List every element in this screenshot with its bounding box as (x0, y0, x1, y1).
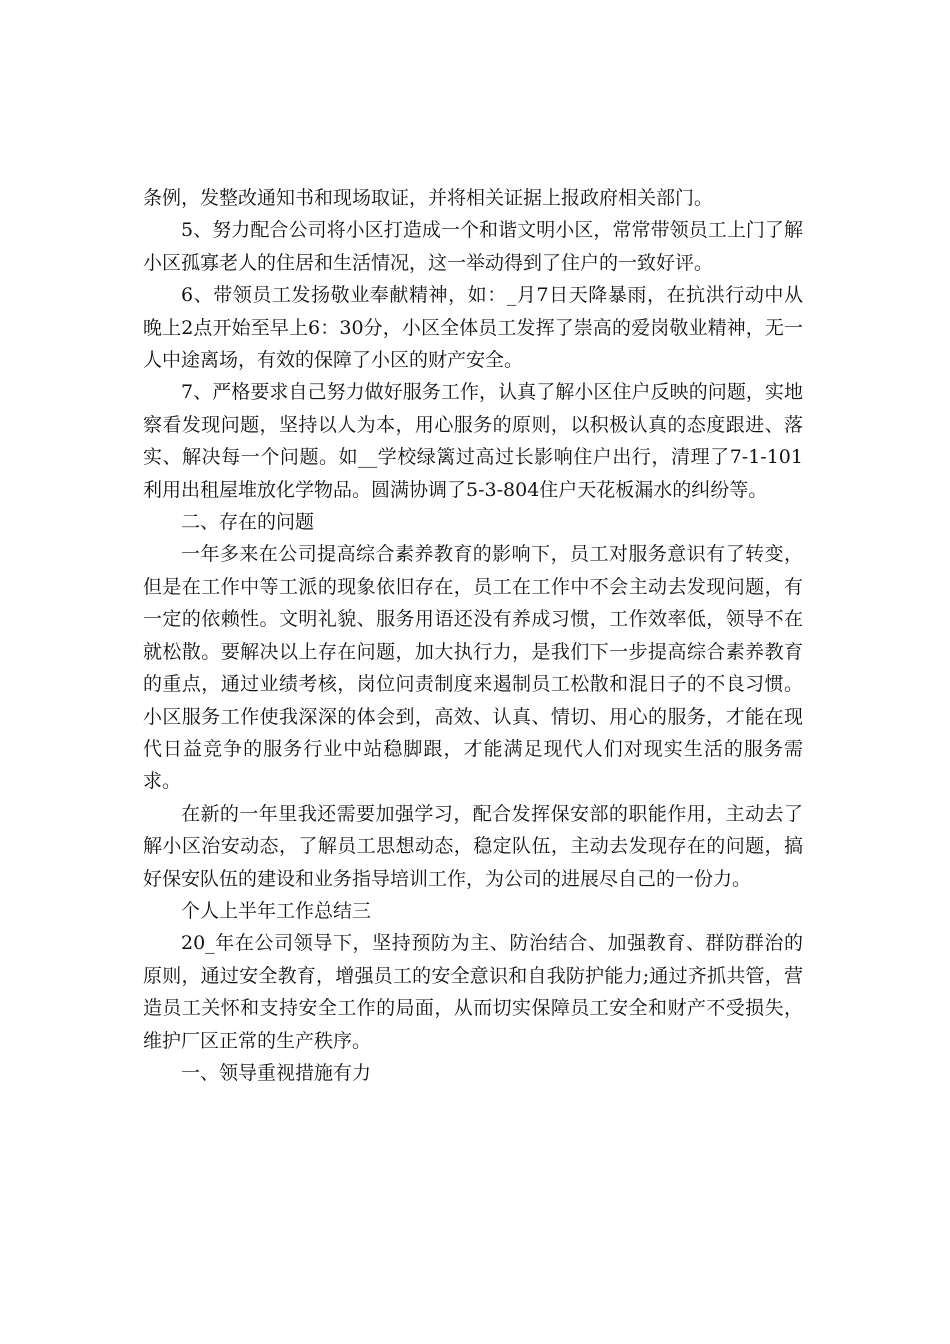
paragraph-item-7: 7、严格要求自己努力做好服务工作，认真了解小区住户反映的问题，实地察看发现问题，坚持以人为本，用心服务的原则，以积极认真的态度跟进、落实、解决每一个问题。如__学校绿篱过高过长影响住户出行，清理了7-1-101利用出租屋堆放化学物品。圆满协调了5-3-804住户天花板漏水的纠纷等。 (143, 381, 803, 501)
section-title-summary-three: 个人上半年工作总结三 (181, 899, 372, 922)
paragraph-new-year: 在新的一年里我还需要加强学习，配合发挥保安部的职能作用，主动去了解小区治安动态，了解员工思想动态，稳定队伍，主动去发现存在的问题，搞好保安队伍的建设和业务指导培训工作，为公司的进展尽自己的一份力。 (143, 802, 803, 890)
paragraph-summary-intro: 20_年在公司领导下，坚持预防为主、防治结合、加强教育、群防群治的原则，通过安全教育，增强员工的安全意识和自我防护能力;通过齐抓共管，营造员工关怀和支持安全工作的局面，从而切实保障员工安全和财产不受损失，维护厂区正常的生产秩序。 (143, 932, 803, 1052)
paragraph-item-5: 5、努力配合公司将小区打造成一个和谐文明小区，常常带领员工上门了解小区孤寡老人的住居和生活情况，这一举动得到了住户的一致好评。 (143, 219, 803, 274)
section-heading-leadership: 一、领导重视措施有力 (181, 1061, 372, 1084)
paragraph-problems: 一年多来在公司提高综合素养教育的影响下，员工对服务意识有了转变，但是在工作中等工派的现象依旧存在，员工在工作中不会主动去发现问题，有一定的依赖性。文明礼貌、服务用语还没有养成习惯，工作效率低，领导不在就松散。要解决以上存在问题，加大执行力，是我们下一步提高综合素养教育的重点，通过业绩考核，岗位问责制度来遏制员工松散和混日子的不良习惯。小区服务工作使我深深的体会到，高效、认真、情切、用心的服务，才能在现代日益竞争的服务行业中站稳脚跟，才能满足现代人们对现实生活的服务需求。 (143, 543, 803, 793)
section-heading-problems: 二、存在的问题 (181, 511, 315, 534)
document-page (143, 182, 803, 1089)
paragraph-item-6: 6、带领员工发扬敬业奉献精神，如：_月7日天降暴雨，在抗洪行动中从晚上2点开始至早上6：30分，小区全体员工发挥了崇高的爱岗敬业精神，无一人中途离场，有效的保障了小区的财产安全。 (143, 284, 803, 372)
paragraph-continuation: 条例，发整改通知书和现场取证，并将相关证据上报政府相关部门。 (143, 187, 714, 209)
